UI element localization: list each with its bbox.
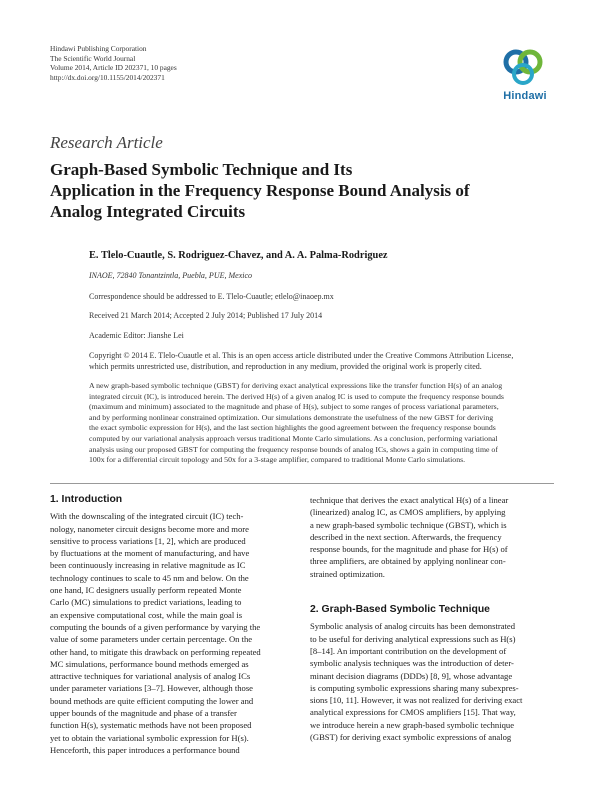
body-line: a new graph-based symbolic technique (GBST), which is bbox=[310, 519, 507, 530]
body-line: we introduce herein a new graph-based symbolic technique bbox=[310, 719, 515, 730]
abstract-line: (maximum and minimum) associated to the magnitude and phase of H(s), subject to some ranges of process variational parameters, bbox=[89, 402, 499, 412]
body-line: function H(s), systematic methods have not been proposed bbox=[50, 720, 252, 731]
journal-meta bbox=[50, 44, 177, 82]
abstract-line: 100x for a differential circuit topology and 50x for a 3-stage amplifier, compared to traditional Monte Carlo simulations. bbox=[89, 455, 466, 465]
body-line: bound methods are quite efficient computing the lower and bbox=[50, 695, 254, 706]
abstract bbox=[89, 381, 554, 466]
body-line: described in the next section. Afterwards, the frequency bbox=[310, 531, 502, 542]
body-line: strained optimization. bbox=[310, 568, 385, 579]
body-line: is computing symbolic expressions sharing many subexpres- bbox=[310, 682, 519, 693]
body-line: value of some parameters under certain percentage. On the bbox=[50, 634, 253, 645]
body-line: yet to obtain the variational symbolic expression for H(s). bbox=[50, 732, 249, 743]
publisher-line: Hindawi Publishing Corporation bbox=[50, 44, 147, 53]
title-line: Application in the Frequency Response Bound Analysis of bbox=[50, 181, 470, 200]
body-line: by fluctuations at the moment of manufacturing, and have bbox=[50, 548, 250, 559]
publication-dates: Received 21 March 2014; Accepted 2 July 2014; Published 17 July 2014 bbox=[89, 311, 323, 320]
abstract-line: A new graph-based symbolic technique (GBST) for deriving exact analytical expressions like the transfer function H(s) of an analog bbox=[89, 381, 503, 390]
body-line: symbolic analysis techniques was the introduction of deter- bbox=[310, 658, 514, 669]
hindawi-logo-text: Hindawi bbox=[503, 90, 547, 102]
body-line: (linearized) analog IC, as CMOS amplifiers, by applying bbox=[310, 507, 506, 518]
body-line: sensitive to process variations [1, 2], which are produced bbox=[50, 535, 246, 546]
body-line: under parameter variations [3–7]. However, although those bbox=[50, 683, 253, 694]
copyright-line: which permits unrestricted use, distribution, and reproduction in any medium, provided the original work is properly cited. bbox=[89, 361, 482, 371]
body-line: technology continues to scale to 45 nm and below. On the bbox=[50, 572, 249, 583]
section-heading-introduction: 1. Introduction bbox=[50, 494, 123, 505]
copyright-notice bbox=[89, 351, 554, 372]
section-divider bbox=[50, 483, 554, 484]
body-line: technique that derives the exact analytical H(s) of a linear bbox=[310, 495, 509, 505]
title-line: Analog Integrated Circuits bbox=[50, 202, 246, 221]
academic-editor: Academic Editor: Jianshe Lei bbox=[89, 331, 184, 340]
body-line: (GBST) for deriving exact symbolic expressions of analog bbox=[310, 732, 512, 743]
body-line: With the downscaling of the integrated circuit (IC) tech- bbox=[50, 511, 244, 522]
body-line: Henceforth, this paper introduces a performance bound bbox=[50, 744, 240, 755]
body-line: computing the bounds of a given performance by varying the bbox=[50, 621, 261, 632]
abstract-line: integrated circuit (IC), is introduced herein. The derived H(s) of a given analog IC is used to compute the frequency response bounds bbox=[89, 391, 504, 401]
body-line: Carlo (MC) simulations to predict variations, leading to bbox=[50, 597, 242, 608]
authors: E. Tlelo-Cuautle, S. Rodriguez-Chavez, and A. A. Palma-Rodriguez bbox=[89, 250, 388, 261]
paper-title bbox=[50, 159, 570, 222]
body-line: response bounds, for the magnitude and phase for H(s) of bbox=[310, 544, 508, 555]
body-line: sions [10, 11]. However, it was not realized for deriving exact bbox=[310, 695, 523, 706]
volume-line: Volume 2014, Article ID 202371, 10 pages bbox=[50, 63, 177, 73]
copyright-line: Copyright © 2014 E. Tlelo-Cuautle et al. This is an open access article distributed under the Creative Commons Attribution License, bbox=[89, 351, 514, 360]
body-line: MC simulations, performance bound methods emerged as bbox=[50, 658, 249, 669]
article-type: Research Article bbox=[50, 133, 163, 152]
abstract-line: computed by our variational analysis approach versus traditional Monte Carlo simulations. As a conclusion, performing variational bbox=[89, 433, 498, 443]
correspondence: Correspondence should be addressed to E. Tlelo-Cuautle; etlelo@inaoep.mx bbox=[89, 292, 334, 301]
abstract-line: and by performing nonlinear constrained optimization. Our simulations demonstrate the usefulness of the new GBST for deriving bbox=[89, 412, 494, 422]
hindawi-logo-icon bbox=[492, 44, 554, 90]
affiliation: INAOE, 72840 Tonantzintla, Puebla, PUE, Mexico bbox=[89, 271, 253, 280]
body-line: nology, nanometer circuit designs become more and more bbox=[50, 523, 249, 534]
abstract-line: analysis using our proposed GBST for computing the frequency response bounds of analog ICs, shows a gain in computing time of bbox=[89, 444, 498, 454]
body-line: other hand, to mitigate this drawback on performing repeated bbox=[50, 646, 261, 657]
body-line: upper bounds of the magnitude and phase of a transfer bbox=[50, 708, 237, 719]
journal-line: The Scientific World Journal bbox=[50, 53, 136, 63]
body-line: been continuously increasing in relative magnitude as IC bbox=[50, 560, 246, 571]
body-line: to be useful for deriving analytical expressions such as H(s) bbox=[310, 633, 516, 644]
body-line: analytical expressions for CMOS amplifiers [15]. That way, bbox=[310, 707, 516, 718]
section-heading-gbst: 2. Graph-Based Symbolic Technique bbox=[310, 604, 490, 616]
body-line: minant decision diagrams (DDDs) [8, 9], whose advantage bbox=[310, 670, 513, 681]
title-line: Graph-Based Symbolic Technique and Its bbox=[50, 160, 353, 179]
body-line: Symbolic analysis of analog circuits has been demonstrated bbox=[310, 621, 516, 632]
body-line: attractive techniques for variational analysis of analog ICs bbox=[50, 671, 251, 682]
body-line: three amplifiers, are obtained by applying nonlinear con- bbox=[310, 556, 506, 567]
body-line: [8–14]. An important contribution on the development of bbox=[310, 645, 507, 656]
body-line: an expensive computational cost, while the main goal is bbox=[50, 609, 243, 620]
doi-link[interactable]: http://dx.doi.org/10.1155/2014/202371 bbox=[50, 72, 165, 82]
right-column bbox=[310, 494, 554, 743]
left-column bbox=[50, 494, 294, 756]
body-line: one hand, IC designers usually perform repeated Monte bbox=[50, 585, 242, 596]
abstract-line: the exact symbolic expression for H(s), and the last section highlights the good agreement between the frequency response bounds bbox=[89, 423, 496, 433]
